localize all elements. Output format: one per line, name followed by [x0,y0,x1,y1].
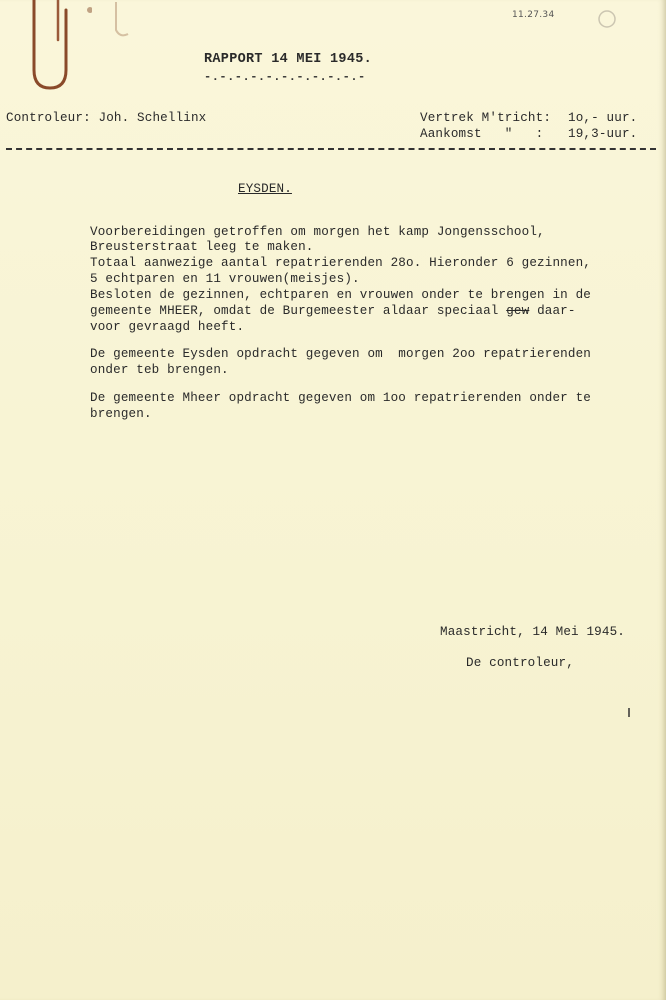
paragraph-line: Voorbereidingen getroffen om morgen het kamp Jongensschool, [90,225,545,239]
place-date: Maastricht, 14 Mei 1945. [440,625,625,639]
paragraph-line: brengen. [90,407,152,421]
struck-word: gew [506,304,530,318]
ink-speck-icon [626,708,632,718]
paperclip-icon [22,0,92,95]
paragraph-line: Totaal aanwezige aantal repatrierenden 28o. Hieronder 6 gezinnen, [90,256,591,270]
archive-number: 11.27.34 [512,10,555,20]
paragraph-line: Besloten de gezinnen, echtparen en vrouwen onder te brengen in de [90,288,591,302]
title-dashes: -.-.-.-.-.-.-.-.-.-.- [204,70,366,84]
paragraph-line: voor gevraagd heeft. [90,320,245,334]
controleur-line: Controleur: Joh. Schellinx [6,111,207,125]
vertrek-value: 1o,- uur. [568,111,638,125]
aankomst-label: Aankomst " : [420,127,544,141]
report-title: RAPPORT 14 MEI 1945. [204,52,373,67]
paragraph-line: onder teb brengen. [90,363,229,377]
aankomst-value: 19,3-uur. [568,127,638,141]
staple-mark-icon [112,0,142,40]
paragraph-line: gemeente MHEER, omdat de Burgemeester aldaar speciaal gew daar- [90,304,576,318]
hole-punch-icon [596,8,618,30]
separator-line [6,148,656,150]
paragraph-line: De gemeente Eysden opdracht gegeven om morgen 2oo repatrierenden [90,347,591,361]
vertrek-label: Vertrek M'tricht: [420,111,552,125]
paragraph-line: 5 echtparen en 11 vrouwen(meisjes). [90,272,360,286]
section-heading: EYSDEN. [238,182,292,196]
paragraph-line: Breusterstraat leeg te maken. [90,240,314,254]
signatory-role: De controleur, [466,656,574,670]
paragraph-line: De gemeente Mheer opdracht gegeven om 1oo repatrierenden onder te [90,391,591,405]
